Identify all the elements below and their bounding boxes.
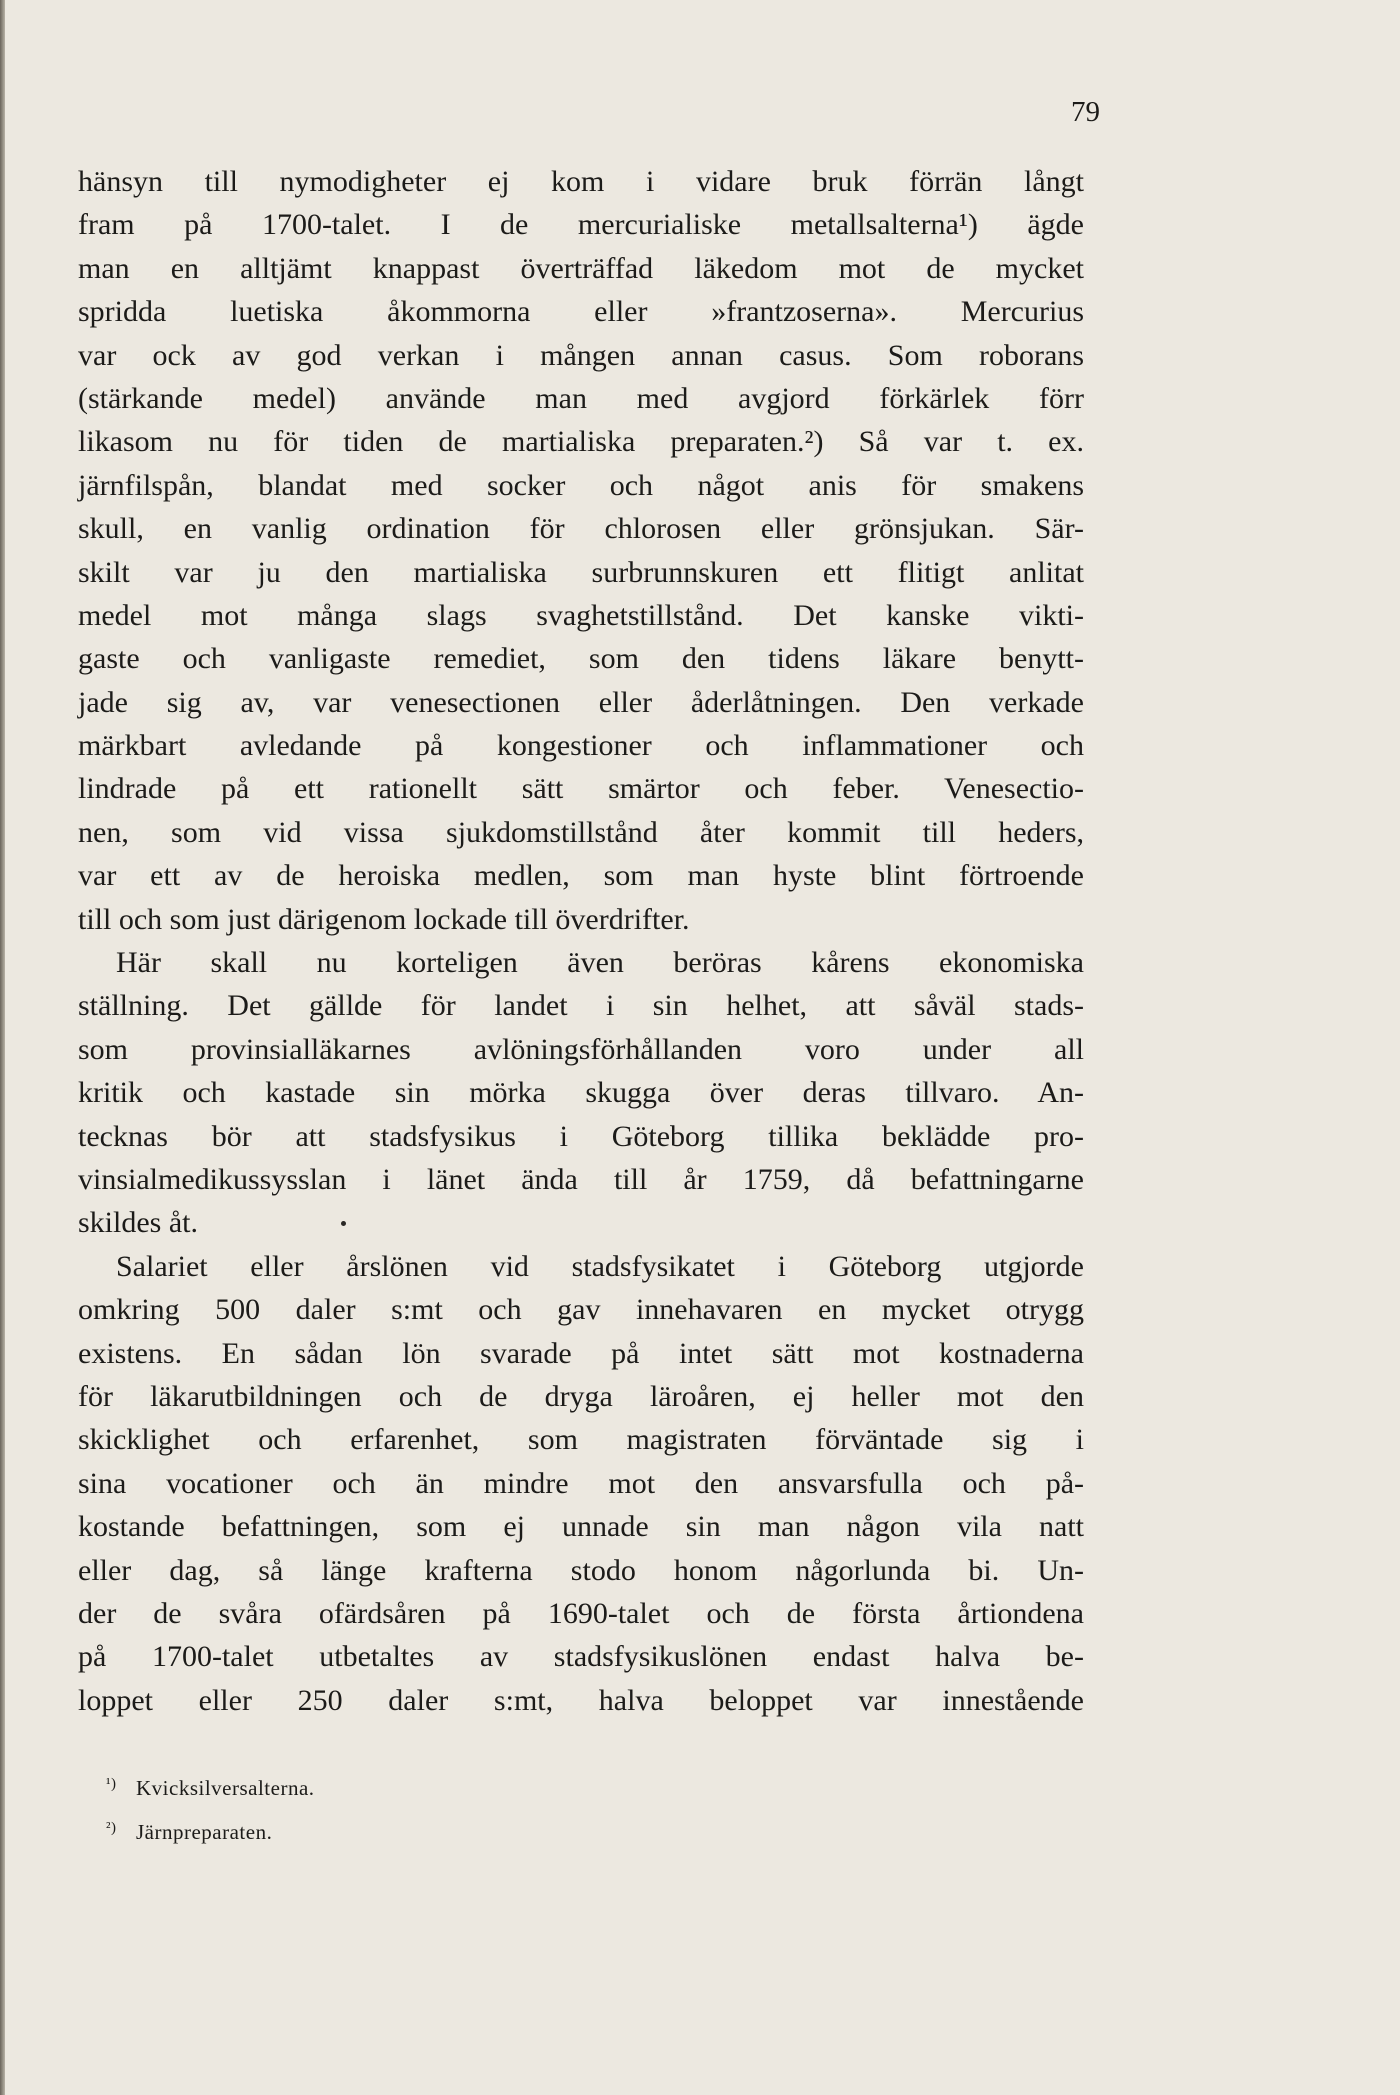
page-number: 79 <box>1071 96 1100 128</box>
text-line: likasom nu för tiden de martialiska preparaten.²) Så var t. ex. <box>78 425 1084 459</box>
text-line: som provinsialläkarnes avlöningsförhållanden voro under all <box>78 1032 1084 1066</box>
text-line: ställning. Det gällde för landet i sin helhet, att såväl stads- <box>78 989 1084 1023</box>
print-speck <box>341 1221 346 1226</box>
footnote-text: Järnpreparaten. <box>136 1820 273 1844</box>
text-line: nen, som vid vissa sjukdomstillstånd åter kommit till heders, <box>78 815 1084 849</box>
text-line: man en alltjämt knappast överträffad läkedom mot de mycket <box>78 251 1084 285</box>
footnote-mark: ²) <box>106 1820 117 1836</box>
text-line: fram på 1700-talet. I de mercurialiske metallsalterna¹) ägde <box>78 208 1084 242</box>
text-line: lindrade på ett rationellt sätt smärtor och feber. Venesectio- <box>78 772 1084 806</box>
text-line: till och som just därigenom lockade till överdrifter. <box>78 902 690 936</box>
page-left-edge <box>0 0 5 2095</box>
text-line: märkbart avledande på kongestioner och inflammationer och <box>78 729 1084 763</box>
text-line: vinsialmedikussysslan i länet ända till år 1759, då befattningarne <box>78 1162 1084 1196</box>
text-line: existens. En sådan lön svarade på intet sätt mot kostnaderna <box>78 1336 1084 1370</box>
text-line: skildes åt. <box>78 1206 198 1240</box>
text-line: för läkarutbildningen och de dryga läroåren, ej heller mot den <box>78 1379 1084 1413</box>
text-line: kritik och kastade sin mörka skugga över deras tillvaro. An- <box>78 1076 1084 1110</box>
text-line: kostande befattningen, som ej unnade sin man någon vila natt <box>78 1510 1084 1544</box>
text-line: spridda luetiska åkommorna eller »frantzoserna». Mercurius <box>78 295 1084 329</box>
text-line: skull, en vanlig ordination för chlorosen eller grönsjukan. Sär- <box>78 512 1084 546</box>
body-text <box>78 160 1084 1722</box>
text-line: skilt var ju den martialiska surbrunnskuren ett flitigt anlitat <box>78 555 1084 589</box>
text-line: loppet eller 250 daler s:mt, halva beloppet var innestående <box>78 1683 1084 1717</box>
text-line: hänsyn till nymodigheter ej kom i vidare bruk förrän långt <box>78 165 1084 198</box>
text-line: Här skall nu korteligen även beröras kårens ekonomiska <box>116 946 1084 980</box>
text-line: skicklighet och erfarenhet, som magistraten förväntade sig i <box>78 1423 1084 1457</box>
text-line: eller dag, så länge krafterna stodo honom någorlunda bi. Un- <box>78 1553 1084 1587</box>
text-line: järnfilspån, blandat med socker och något anis för smakens <box>78 468 1084 502</box>
text-line: på 1700-talet utbetaltes av stadsfysikuslönen endast halva be- <box>78 1640 1084 1674</box>
text-line: gaste och vanligaste remediet, som den tidens läkare benytt- <box>78 642 1084 676</box>
text-line: tecknas bör att stadsfysikus i Göteborg tillika beklädde pro- <box>78 1119 1084 1153</box>
footnote-mark: ¹) <box>106 1776 117 1792</box>
text-line: (stärkande medel) använde man med avgjord förkärlek förr <box>78 381 1084 415</box>
text-line: der de svåra ofärdsåren på 1690-talet och de första årtiondena <box>78 1596 1084 1630</box>
text-line: var ock av god verkan i mången annan casus. Som roborans <box>78 338 1084 372</box>
footnotes <box>106 1762 1006 1850</box>
footnote <box>106 1762 1006 1806</box>
text-line: medel mot många slags svaghetstillstånd. Det kanske vikti- <box>78 598 1084 632</box>
text-line: jade sig av, var venesectionen eller åderlåtningen. Den verkade <box>78 685 1084 719</box>
text-line: var ett av de heroiska medlen, som man hyste blint förtroende <box>78 859 1084 893</box>
footnote-text: Kvicksilversalterna. <box>136 1776 315 1800</box>
footnote <box>106 1806 1006 1850</box>
text-line: Salariet eller årslönen vid stadsfysikatet i Göteborg utgjorde <box>116 1249 1084 1283</box>
text-line: omkring 500 daler s:mt och gav innehavaren en mycket otrygg <box>78 1293 1084 1327</box>
text-line: sina vocationer och än mindre mot den ansvarsfulla och på- <box>78 1466 1084 1500</box>
